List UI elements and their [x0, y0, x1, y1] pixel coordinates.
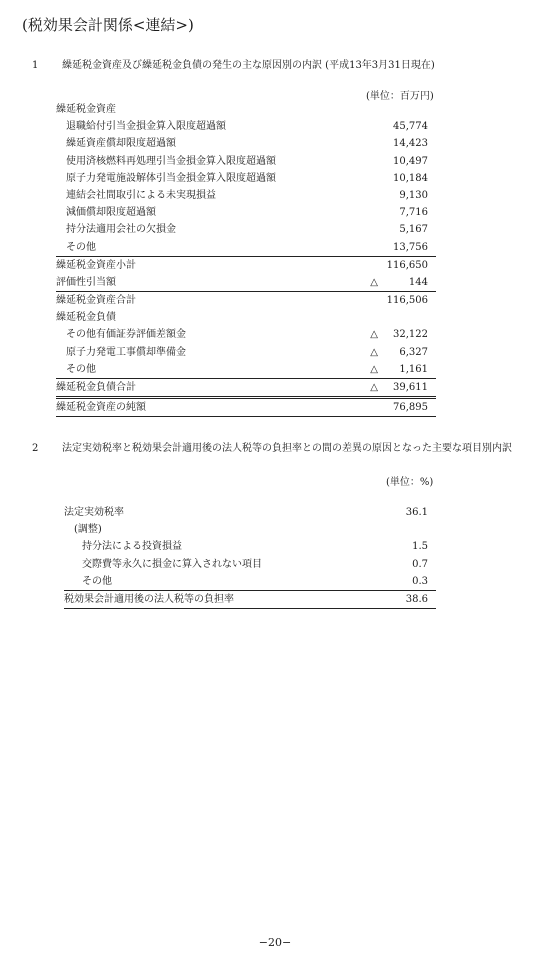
row-value: 38.6: [405, 593, 428, 605]
row-label: 減価償却限度超過額: [66, 207, 156, 219]
table-row: [64, 538, 436, 555]
row-label: その他: [66, 363, 96, 375]
row-label: 交際費等永久に損金に算入されない項目: [82, 558, 262, 570]
row-label: 繰延税金資産合計: [56, 295, 136, 307]
row-label: 原子力発電施設解体引当金損金算入限度超過額: [66, 172, 276, 184]
row-value: 45,774: [393, 121, 428, 133]
row-label: (調整): [74, 524, 102, 536]
section2-heading-text: 法定実効税率と税効果会計適用後の法人税等の負担率との間の差異の原因となった主要な項目別内訳: [62, 443, 512, 454]
section1-number: 1: [32, 60, 39, 71]
tax-rate-table: [64, 504, 436, 609]
row-value: 6,327: [399, 346, 428, 358]
section1-heading-text: 繰延税金資産及び繰延税金負債の発生の主な原因別の内訳 (平成13年3月31日現在): [62, 60, 435, 71]
row-value: 0.7: [412, 558, 428, 570]
row-label: 原子力発電工事償却準備金: [66, 346, 186, 358]
table-row-total: [56, 378, 436, 396]
section1-unit: (単位：百万円): [366, 91, 434, 102]
row-label: 繰延税金負債: [56, 312, 116, 324]
section1-heading: [32, 56, 435, 71]
negative-mark: △: [370, 276, 378, 288]
table-row: [56, 187, 436, 204]
table-row: [56, 135, 436, 152]
page-title: (税効果会計関係<連結>): [22, 16, 194, 34]
table-row: [64, 504, 436, 521]
row-value: 36.1: [405, 507, 428, 518]
row-label: 繰延税金資産小計: [56, 259, 136, 271]
table-row: [56, 309, 436, 326]
table-row: [56, 101, 436, 118]
row-value: 10,497: [393, 155, 428, 167]
row-label: 税効果会計適用後の法人税等の負担率: [64, 593, 234, 605]
negative-mark: △: [370, 346, 378, 358]
row-value: 39,611: [393, 382, 428, 393]
section2-unit: (単位：%): [386, 477, 434, 488]
row-value: 7,716: [399, 207, 428, 219]
table-row: [56, 326, 436, 343]
row-label: 繰延税金資産の純額: [56, 402, 146, 414]
page-number: −20−: [258, 936, 292, 949]
row-label: その他: [82, 575, 112, 587]
table-row: [56, 204, 436, 221]
row-value: 13,756: [393, 241, 428, 253]
row-value: 32,122: [393, 329, 428, 341]
row-label: その他有価証券評価差額金: [66, 329, 186, 341]
row-value: 1.5: [412, 541, 428, 553]
row-label: 退職給付引当金損金算入限度超過額: [66, 121, 226, 133]
negative-mark: △: [370, 382, 378, 393]
table-row: [56, 239, 436, 256]
row-label: 使用済核燃料再処理引当金損金算入限度超過額: [66, 155, 276, 167]
row-value: 76,895: [393, 402, 428, 414]
row-value: 1,161: [399, 363, 428, 375]
table-row-subtotal: [56, 256, 436, 274]
table-row: [56, 153, 436, 170]
row-value: 144: [408, 276, 428, 288]
row-label: 繰延資産償却限度超過額: [66, 138, 176, 150]
section2-number: 2: [32, 443, 39, 454]
table-row: [56, 361, 436, 378]
row-label: 繰延税金資産: [56, 104, 116, 115]
row-value: 9,130: [399, 189, 428, 201]
table-row: [64, 573, 436, 590]
table-row: [56, 170, 436, 187]
table-row-total: [56, 291, 436, 309]
row-value: 0.3: [412, 575, 428, 587]
row-label: その他: [66, 241, 96, 253]
table-row: [56, 274, 436, 291]
table-row-net: [56, 396, 436, 417]
row-label: 持分法による投資損益: [82, 541, 182, 553]
table-row: [56, 344, 436, 361]
row-label: 連結会社間取引による未実現損益: [66, 189, 216, 201]
table-row: [64, 556, 436, 573]
table-row: [56, 118, 436, 135]
row-value: 5,167: [399, 224, 428, 236]
negative-mark: △: [370, 363, 378, 375]
negative-mark: △: [370, 329, 378, 341]
table-row: [64, 521, 436, 538]
section2-heading: [32, 439, 512, 454]
row-value: 116,650: [386, 259, 428, 271]
row-value: 116,506: [386, 295, 428, 307]
row-value: 14,423: [393, 138, 428, 150]
deferred-tax-table: [56, 101, 436, 417]
row-label: 繰延税金負債合計: [56, 382, 136, 393]
table-row: [56, 221, 436, 238]
row-label: 持分法適用会社の欠損金: [66, 224, 176, 236]
row-value: 10,184: [393, 172, 428, 184]
table-row-total: [64, 590, 436, 609]
row-label: 法定実効税率: [64, 507, 124, 518]
row-label: 評価性引当額: [56, 276, 116, 288]
